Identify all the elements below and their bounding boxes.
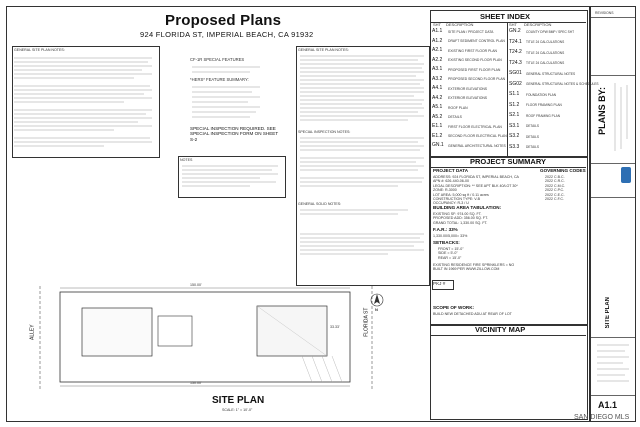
sheet-index-number: GN.2 bbox=[509, 28, 521, 34]
sheet-index-description: DETAILS bbox=[526, 145, 540, 149]
north-label: N bbox=[375, 307, 378, 312]
sheet-index-col-sht-2: SHT bbox=[509, 22, 517, 27]
sheet-index-description: COUNTY DPW BMP / SPEC SHT bbox=[526, 29, 575, 34]
setback-line: SIDE = 5'-0" bbox=[438, 251, 458, 256]
solid-notes-lines bbox=[298, 208, 426, 278]
scope-text: BUILD NEW DETACHED ADU AT REAR OF LOT bbox=[433, 312, 512, 316]
sheet-index-number: S2.1 bbox=[509, 112, 520, 118]
special-notes-lines bbox=[298, 136, 426, 200]
sheet-index-number: A4.2 bbox=[432, 94, 443, 101]
sheet-index-number: A5.2 bbox=[432, 113, 443, 120]
sheet-index-description: GENERAL STRUCTURAL NOTES bbox=[526, 71, 576, 76]
building-area-line: GRAND TOTAL: 1,330.00 SQ. FT. bbox=[433, 220, 488, 225]
far-value: 1,330.00/5,000= 33% bbox=[433, 234, 468, 238]
governing-code-line: 2022 C.B.C. bbox=[545, 175, 565, 179]
sheet-index-number: E1.2 bbox=[432, 132, 443, 139]
governing-code-line: 2022 C.P.C. bbox=[545, 188, 565, 193]
driveway-hatch bbox=[302, 356, 342, 382]
governing-code-line: 2022 C.M.C. bbox=[545, 183, 566, 188]
sheet-index-description: GENERAL ARCHITECTURAL NOTES bbox=[448, 143, 506, 148]
special-inspection-notes-label: SPECIAL INSPECTION NOTES: bbox=[298, 130, 351, 134]
sheet-index-description: EXTERIOR ELEVATIONS bbox=[448, 96, 488, 100]
governing-code-line: 2022 C.E.C. bbox=[545, 192, 565, 197]
sheet-index-number: S3.1 bbox=[509, 122, 520, 129]
sprinkler-line: EXISTING RESIDENCE FIRE SPRINKLERS = NO bbox=[433, 263, 515, 267]
pkj-box bbox=[432, 280, 454, 290]
notes-heading: GENERAL SITE PLAN NOTES: bbox=[14, 48, 65, 52]
hers-label: *HERS* FEATURE SUMMARY: bbox=[190, 77, 249, 82]
vicinity-map-box bbox=[430, 324, 588, 420]
page-title: Proposed Plans bbox=[165, 12, 282, 29]
sheet-index-description: DRAFT SEDIMENT CONTROL PLAN bbox=[448, 39, 505, 43]
sheet-index-number: SG02 bbox=[509, 80, 522, 87]
sheet-index-number: A4.1 bbox=[432, 85, 443, 91]
sheet-index-description: DETAILS bbox=[448, 115, 462, 119]
sheet-index-number: A2.2 bbox=[432, 56, 443, 63]
sheet-index-number: T24.2 bbox=[509, 49, 522, 55]
revisions-label: REVISIONS bbox=[595, 11, 614, 15]
sheet-index-col-desc: DESCRIPTION bbox=[446, 22, 474, 27]
stamp-icon bbox=[621, 167, 631, 183]
building-area-line: PROPOSED ADD: 356.00 SQ. FT. bbox=[433, 216, 488, 221]
plans-by-label: PLANS BY: bbox=[597, 87, 607, 135]
alley-label: ALLEY bbox=[29, 324, 36, 340]
sheet-index-number: S1.2 bbox=[509, 101, 520, 108]
sheet-index-number: A1.1 bbox=[432, 28, 443, 34]
setbacks-label: SETBACKS: bbox=[433, 240, 460, 245]
site-notes-lines bbox=[298, 54, 426, 124]
sheet-index-description: FIRST FLOOR ELECTRICAL PLAN bbox=[448, 124, 502, 129]
site-plan-drawing bbox=[22, 286, 392, 390]
project-info-lines bbox=[595, 341, 631, 391]
sheet-index-description: TITLE 24 CALCULATIONS bbox=[526, 50, 565, 55]
sheet-index-number: E1.1 bbox=[432, 123, 443, 129]
dim-side-label: 33.33' bbox=[330, 325, 340, 329]
site-plan-title: SITE PLAN bbox=[212, 395, 265, 406]
building-area-line: EXISTING SF: 974.00 SQ. FT. bbox=[433, 212, 482, 216]
pkj-label: PKJ # bbox=[433, 281, 446, 286]
vicinity-map-title: VICINITY MAP bbox=[475, 325, 526, 334]
sheet-index-description: EXISTING SECOND FLOOR PLAN bbox=[448, 58, 502, 62]
cf1r-lines bbox=[190, 64, 270, 78]
sheet-index-description: EXTERIOR ELEVATIONS bbox=[448, 86, 488, 91]
project-address: 924 FLORIDA ST, IMPERIAL BEACH, CA 91932 bbox=[140, 30, 314, 39]
dim-bottom-label: 150.00' bbox=[190, 381, 202, 385]
special-inspection-required: SPECIAL INSPECTION REQUIRED. SEE SPECIAL INSPECTION FORM ON SHEET S-2 bbox=[190, 126, 279, 142]
sheet-index-description: ROOF FRAMING PLAN bbox=[526, 113, 561, 118]
sheet-index-number: A3.1 bbox=[432, 66, 443, 72]
sheet-index-description: DETAILS bbox=[526, 134, 540, 139]
sheet-index-description: PROPOSED SECOND FLOOR PLAN bbox=[448, 77, 506, 81]
project-data-line: OCCUPANCY: R-3 / U bbox=[433, 201, 469, 206]
sheet-index-number: T24.3 bbox=[509, 59, 522, 66]
project-data-line: LOT AREA: 5,000 sq ft / 0.11 acres bbox=[433, 192, 489, 197]
sheet-index-description: SECOND FLOOR ELECTRICAL PLAN bbox=[448, 134, 507, 138]
sheet-index-number: S3.3 bbox=[509, 143, 520, 150]
general-solid-notes-label: GENERAL SOLID NOTES: bbox=[298, 202, 342, 206]
sheet-index-title: SHEET INDEX bbox=[480, 12, 531, 21]
setback-line: REAR = 15'-0" bbox=[438, 255, 462, 260]
sheet-name-vertical: SITE PLAN bbox=[605, 297, 611, 329]
sheet-index-number: A5.1 bbox=[432, 104, 443, 110]
governing-codes-label: GOVERNING CODES bbox=[540, 168, 586, 173]
sheet-index-number: A2.1 bbox=[432, 47, 443, 53]
sheet-index-number: SG01 bbox=[509, 70, 522, 76]
cf1r-label: CF-1R SPECIAL FEATURES bbox=[190, 57, 245, 62]
project-data-line: CONSTRUCTION TYPE: V-B bbox=[433, 197, 481, 201]
general-site-notes-label: GENERAL SITE PLAN NOTES: bbox=[298, 48, 349, 52]
north-arrow-icon bbox=[374, 294, 380, 304]
sheet-index-number: S1.1 bbox=[509, 91, 520, 97]
sheet-index-description: PROPOSED FIRST FLOOR PLAN bbox=[448, 67, 501, 72]
sheet-index-col-desc-2: DESCRIPTION bbox=[524, 22, 552, 27]
sheet-index-number: S3.2 bbox=[509, 133, 520, 139]
sheet-index-description: FOUNDATION PLAN bbox=[526, 92, 557, 97]
notes-box-lines bbox=[180, 164, 282, 194]
project-data-line: APN #: 626-440-06-00 bbox=[433, 179, 469, 184]
patio bbox=[158, 316, 192, 346]
sheet-index-description: FLOOR FRAMING PLAN bbox=[526, 103, 562, 107]
governing-code-line: 2022 C.R.C. bbox=[545, 179, 565, 184]
street-label: FLORIDA ST bbox=[363, 307, 370, 337]
proposed-adu bbox=[82, 308, 152, 356]
dim-top-label: 150.00' bbox=[190, 283, 202, 287]
building-area-label: BUILDING AREA TABULATION: bbox=[433, 205, 502, 210]
sheet-index-description: GENERAL STRUCTURAL NOTES & SCHEDULES bbox=[526, 82, 599, 86]
governing-code-line: 2022 C.F.C. bbox=[545, 197, 564, 201]
sheet-index-description: ROOF PLAN bbox=[448, 105, 468, 110]
sheet-index-number: A3.2 bbox=[432, 75, 443, 82]
sheet-index-description: EXISTING FIRST FLOOR PLAN bbox=[448, 48, 497, 53]
notes-label: NOTES bbox=[180, 158, 193, 162]
project-data-line: LEGAL DESCRIPTION: ** SEE APT BLK 40/LOT 30* bbox=[433, 183, 518, 188]
sprinkler-line: BUILT IN 1969 PER WWW.ZILLOW.COM bbox=[433, 267, 500, 272]
sheet-index-col-sht: SHT bbox=[433, 22, 441, 27]
notes-text-lines bbox=[14, 56, 154, 152]
title-block bbox=[590, 6, 636, 422]
sheet-index-number: GN.1 bbox=[432, 142, 444, 148]
project-data-label: PROJECT DATA bbox=[433, 168, 469, 173]
sheet-index-description: SITE PLAN / PROJECT DATA bbox=[448, 29, 494, 34]
sheet-number: A1.1 bbox=[598, 400, 618, 410]
far-label: F.A.R.: 33% bbox=[433, 227, 458, 232]
project-summary-title: PROJECT SUMMARY bbox=[470, 157, 546, 166]
watermark: SAN DIEGO MLS bbox=[574, 414, 630, 421]
site-plan-scale: SCALE: 1" = 10'-0" bbox=[222, 408, 253, 412]
setback-line: FRONT = 15'-0" bbox=[438, 247, 464, 251]
sheet-index-number: T24.1 bbox=[509, 38, 522, 45]
project-data-line: ADDRESS: 924 FLORIDA ST, IMPERIAL BEACH, CA bbox=[433, 175, 519, 179]
sheet-index-description: DETAILS bbox=[526, 124, 540, 128]
designer-info-lines bbox=[611, 79, 633, 159]
project-data-line: ZONE: R-3000 bbox=[433, 188, 457, 193]
sheet-index-description: TITLE 24 CALCULATIONS bbox=[526, 61, 565, 65]
scope-label: SCOPE OF WORK: bbox=[433, 305, 475, 310]
sheet-index-description: TITLE 24 CALCULATIONS bbox=[526, 40, 565, 44]
hers-lines bbox=[190, 84, 270, 124]
sheet-index-number: A1.2 bbox=[432, 37, 443, 44]
